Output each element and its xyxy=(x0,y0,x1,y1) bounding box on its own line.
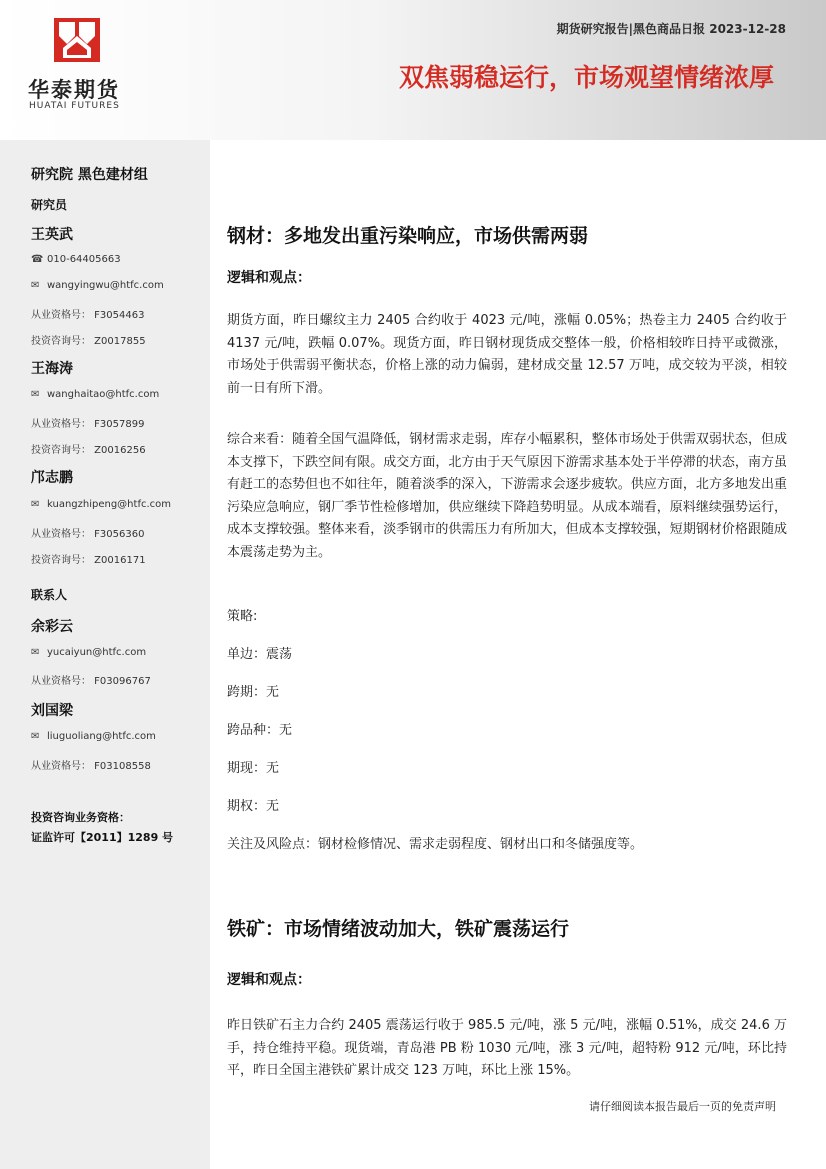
contact-cert: 从业资格号： F03096767 xyxy=(31,676,151,687)
phone-text: 010-64405663 xyxy=(47,254,121,265)
huatai-logo-icon xyxy=(54,18,100,62)
email-link[interactable]: wangyingwu@htfc.com xyxy=(47,280,164,291)
researcher-name: 王英武 xyxy=(31,227,73,243)
report-type-date: 期货研究报告|黑色商品日报 2023-12-28 xyxy=(556,22,786,36)
strategy-item: 跨期：无 xyxy=(227,685,280,700)
researcher-label: 研究员 xyxy=(31,198,68,212)
mail-icon: ✉ xyxy=(31,389,40,400)
phone-icon: ☎ xyxy=(31,254,44,265)
researcher-invest: 投资咨询号： Z0016256 xyxy=(31,445,146,456)
disclaimer-note: 请仔细阅读本报告最后一页的免责声明 xyxy=(589,1100,776,1113)
report-title: 双焦弱稳运行，市场观望情绪浓厚 xyxy=(398,63,774,92)
contact-name: 刘国梁 xyxy=(31,703,73,719)
researcher-invest: 投资咨询号： Z0017855 xyxy=(31,336,146,347)
contact-label: 联系人 xyxy=(31,588,68,602)
researcher-phone xyxy=(31,254,121,265)
report-header xyxy=(0,0,826,140)
mail-icon: ✉ xyxy=(31,731,40,742)
logo-chinese-text: 华泰期货 xyxy=(28,78,120,102)
strategy-item: 单边：震荡 xyxy=(227,647,293,662)
email-link[interactable]: wanghaitao@htfc.com xyxy=(47,389,160,400)
mail-icon: ✉ xyxy=(31,647,40,658)
mail-icon: ✉ xyxy=(31,499,40,510)
researcher-cert: 从业资格号： F3056360 xyxy=(31,529,145,540)
researcher-name: 邝志鹏 xyxy=(31,470,73,486)
iron-logic-label: 逻辑和观点： xyxy=(227,972,311,988)
department-label: 研究院 黑色建材组 xyxy=(31,167,148,183)
steel-paragraph-2: 综合来看：随着全国气温降低，钢材需求走弱，库存小幅累积，整体市场处于供需双弱状态，但成本支撑下，下跌空间有限。成交方面，北方由于天气原因下游需求基本处于半停滞的状态，南方虽有赶工的态势但也不如往年，随着淡季的深入，下游需求会逐步疲软。供应方面，北方多地发出重污染应急响应，钢厂季节性检修增加，供应继续下降趋势明显。从成本端看，原料继续强势运行，成本支撑较强。整体来看，淡季钢市的供需压力有所加大，但成本支撑较强，短期钢材价格跟随成本震荡走势为主。 xyxy=(227,432,787,560)
steel-logic-label: 逻辑和观点： xyxy=(227,270,311,286)
researcher-invest: 投资咨询号： Z0016171 xyxy=(31,555,146,566)
steel-risk-points: 关注及风险点：钢材检修情况、需求走弱程度、钢材出口和冬储强度等。 xyxy=(227,837,644,852)
iron-paragraph-1: 昨日铁矿石主力合约 2405 震荡运行收于 985.5 元/吨，涨 5 元/吨，涨幅 0.51%，成交 24.6 万手，持仓维持平稳。现货端，青岛港 PB 粉 1030 元/吨，涨 3 元/吨，超特粉 912 元/吨，环比持平，昨日全国主港铁矿累计成交 123 万吨，环比上涨 15%。 xyxy=(227,1018,787,1078)
email-link[interactable]: yucaiyun@htfc.com xyxy=(47,647,147,658)
contact-email xyxy=(31,731,156,742)
email-link[interactable]: liuguoliang@htfc.com xyxy=(47,731,156,742)
strategy-item: 期现：无 xyxy=(227,761,280,776)
contact-name: 余彩云 xyxy=(31,619,73,635)
qualification-label: 投资咨询业务资格： xyxy=(31,811,130,824)
iron-heading: 铁矿：市场情绪波动加大，铁矿震荡运行 xyxy=(227,918,570,940)
strategy-item: 期权：无 xyxy=(227,799,280,814)
logo-english-text: HUATAI FUTURES xyxy=(29,101,120,111)
mail-icon: ✉ xyxy=(31,280,40,291)
email-link[interactable]: kuangzhipeng@htfc.com xyxy=(47,499,171,510)
huatai-logo xyxy=(28,18,138,118)
researcher-cert: 从业资格号： F3054463 xyxy=(31,310,145,321)
steel-heading: 钢材：多地发出重污染响应，市场供需两弱 xyxy=(227,225,589,247)
strategy-label: 策略: xyxy=(227,609,258,624)
researcher-email xyxy=(31,280,164,291)
researcher-cert: 从业资格号： F3057899 xyxy=(31,419,145,430)
sidebar xyxy=(0,140,210,1169)
contact-cert: 从业资格号： F03108558 xyxy=(31,761,151,772)
researcher-name: 王海涛 xyxy=(31,361,73,377)
researcher-email xyxy=(31,389,159,400)
qualification-license: 证监许可【2011】1289 号 xyxy=(31,831,174,844)
strategy-item: 跨品种：无 xyxy=(227,723,293,738)
contact-email xyxy=(31,647,146,658)
steel-paragraph-1: 期货方面，昨日螺纹主力 2405 合约收于 4023 元/吨，涨幅 0.05%；热卷主力 2405 合约收于 4137 元/吨，跌幅 0.07%。现货方面，昨日钢材现货成交整体一般，价格相较昨日持平或微涨，市场处于供需弱平衡状态，价格上涨的动力偏弱，建材成交量 12.57 万吨，成交较为平淡，相较前一日有所下滑。 xyxy=(227,313,787,396)
researcher-email xyxy=(31,499,171,510)
